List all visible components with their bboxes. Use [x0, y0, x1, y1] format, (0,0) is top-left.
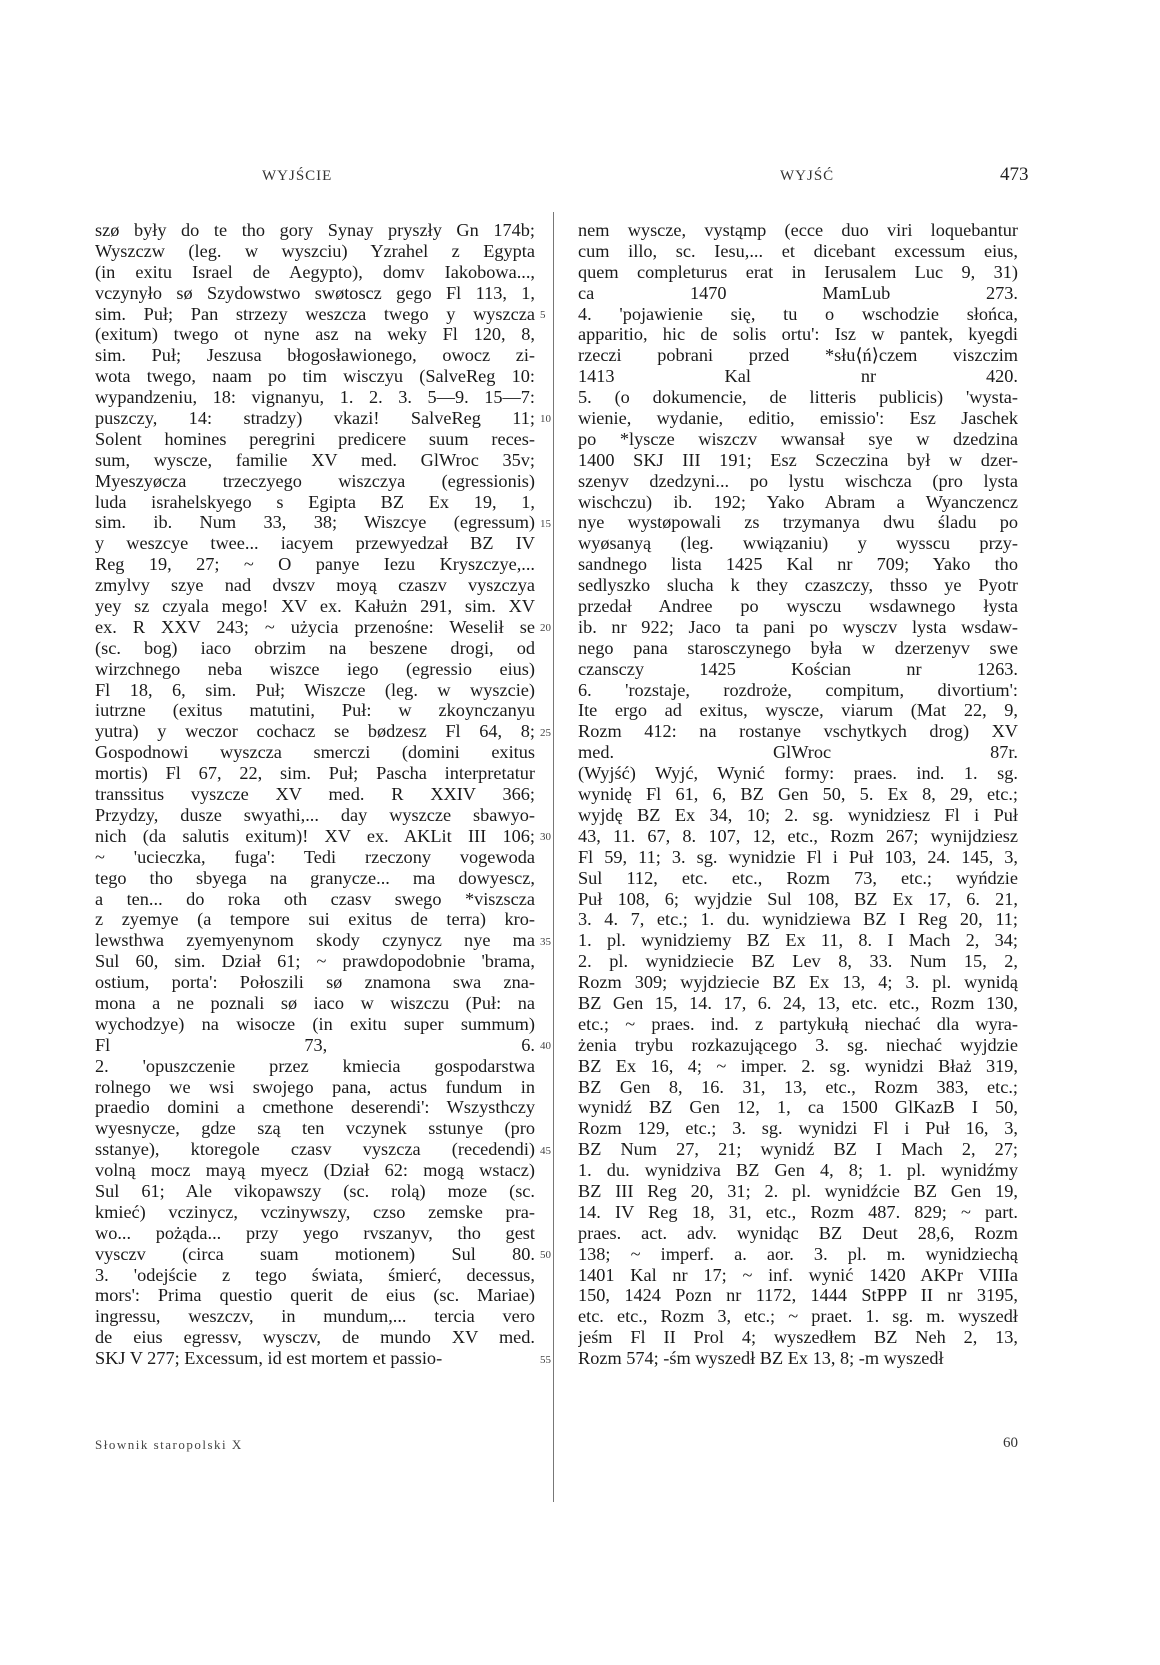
- text-line: volną mocz mayą myecz (Dział 62: mogą wstacz): [95, 1160, 535, 1181]
- text-line: tego tho sbyega na granycze... ma dowyescz,: [95, 867, 535, 888]
- text-line: quem completurus erat in Ierusalem Luc 9, 31): [578, 261, 1018, 282]
- footer-signature: 60: [1003, 1435, 1018, 1451]
- text-line: wynidź BZ Gen 12, 1, ca 1500 GlKazB I 50,: [578, 1097, 1018, 1118]
- text-line: Rozm 574; -śm wyszedł BZ Ex 13, 8; -m wyszedł: [578, 1348, 944, 1369]
- text-line: Fl 59, 11; 3. sg. wynidzie Fl i Puł 103, 24. 145, 3,: [578, 846, 1018, 867]
- text-line: ex. R XXV 243; ~ użycia przenośne: Weselił se: [95, 616, 535, 637]
- header-right-word: WYJŚĆ: [780, 168, 835, 184]
- text-line: nego pana starosczynego była w dzerzenyv swe: [578, 637, 1018, 658]
- left-text-column: [95, 220, 535, 1369]
- line-number: 15: [540, 517, 551, 530]
- text-line: Gospodnowi wyszcza smerczi (domini exitus: [95, 742, 535, 763]
- text-line: Rozm 129, etc.; 3. sg. wynidzi Fl i Puł 16, 3,: [578, 1118, 1018, 1139]
- line-number: 45: [540, 1144, 551, 1157]
- text-line: y weszcye twee... iacyem przewyedzał BZ IV: [95, 533, 535, 554]
- text-line: mona a ne poznali sø iaco w wiszczu (Puł: na: [95, 992, 535, 1013]
- text-line: nich (da salutis exitum)! XV ex. AKLit III 106;: [95, 825, 535, 846]
- text-line: Reg 19, 27; ~ O panye Iezu Kryszczye,...: [95, 554, 535, 575]
- text-line: Przydzy, dusze swyathi,... day wyszcze sbawyo-: [95, 804, 535, 825]
- text-line: sim. Puł; Pan strzezy weszcza twego y wyszcza: [95, 303, 535, 324]
- text-line: Rozm 309; wyjdziecie BZ Ex 13, 4; 3. pl. wynidą: [578, 972, 1018, 993]
- text-line: Sul 112, etc. etc., Rozm 73, etc.; wyńdzie: [578, 867, 1018, 888]
- text-line: (in exitu Israel de Aegypto), domv Iakobowa...,: [95, 261, 535, 282]
- text-line: wota twego, naam po tim wisczyu (SalveReg 10:: [95, 366, 535, 387]
- text-line: Fl 73, 6.: [95, 1034, 535, 1055]
- text-line: 138; ~ imperf. a. aor. 3. pl. m. wynidziechą: [578, 1243, 1018, 1264]
- line-number: 5: [540, 308, 546, 321]
- text-line: sedlyszko slucha k they czaszczy, thsso ye Pyotr: [578, 575, 1018, 596]
- page-number: 473: [1000, 164, 1029, 185]
- text-line: Myeszyøcza trzeczyego wiszczya (egressionis): [95, 470, 535, 491]
- text-line: (Wyjść) Wyjć, Wynić formy: praes. ind. 1. sg.: [578, 763, 1018, 784]
- text-line: ostium, porta': Połoszili sø znamona swa zna-: [95, 972, 535, 993]
- text-line: rzeczi pobrani przed *słu⟨ń⟩czem viszczim: [578, 345, 1018, 366]
- line-number: 55: [540, 1353, 551, 1366]
- text-line: 1400 SKJ III 191; Esz Sczeczina był w dzer-: [578, 449, 1018, 470]
- text-line: BZ Gen 15, 14. 17, 6. 24, 13, etc. etc., Rozm 130,: [578, 992, 1018, 1013]
- text-line: z zyemye (a tempore sui exitus de terra) kro-: [95, 909, 535, 930]
- text-line: Sul 61; Ale vikopawszy (sc. rolą) moze (sc.: [95, 1180, 535, 1201]
- text-line: sandnego lista 1425 Kal nr 709; Yako tho: [578, 554, 1018, 575]
- text-line: SKJ V 277; Excessum, id est mortem et passio-: [95, 1348, 443, 1369]
- text-line: sstanye), ktoregole czasv vyszcza (recedendi): [95, 1139, 535, 1160]
- text-line: wynidę Fl 61, 6, BZ Gen 50, 5. Ex 8, 29, etc.;: [578, 784, 1018, 805]
- text-line: po *lyscze wiszczv wwansał sye w dzedzina: [578, 428, 1018, 449]
- footer-publication: Słownik staropolski X: [95, 1437, 243, 1452]
- text-line: przedał Andree po wysczu wsdawnego łysta: [578, 596, 1018, 617]
- text-line: puszczy, 14: stradzy) vkazi! SalveReg 11;: [95, 408, 535, 429]
- text-line: żenia trybu rozkazującego 3. sg. niechać wyjdzie: [578, 1034, 1018, 1055]
- line-number: 50: [540, 1249, 551, 1262]
- text-line: 6. 'rozstaje, rozdroże, compitum, divortium':: [578, 679, 1018, 700]
- page-footer: [0, 1437, 1160, 1461]
- text-line: etc.; ~ praes. ind. z partykułą niechać dla wyra-: [578, 1013, 1018, 1034]
- text-line: czansczy 1425 Kościan nr 1263.: [578, 658, 1018, 679]
- column-divider: [553, 212, 554, 1502]
- text-line: szø były do te tho gory Synay pryszły Gn 174b;: [95, 220, 535, 240]
- text-line: 150, 1424 Pozn nr 1172, 1444 StPPP II nr 3195,: [578, 1285, 1018, 1306]
- line-number: 40: [540, 1040, 551, 1053]
- line-number: 30: [540, 831, 551, 844]
- text-line: Wyszczw (leg. w wyszciu) Yzrahel z Egypta: [95, 240, 535, 261]
- text-line: (sc. bog) iaco obrzim na beszene drogi, od: [95, 637, 535, 658]
- text-line: transsitus vyszcze XV med. R XXIV 366;: [95, 784, 535, 805]
- line-number: 10: [540, 413, 551, 426]
- text-line: Ite ergo ad exitus, wyscze, viarum (Mat 22, 9,: [578, 700, 1018, 721]
- text-line: Solent homines peregrini predicere suum reces-: [95, 428, 535, 449]
- text-line: mortis) Fl 67, 22, sim. Puł; Pascha interpretatur: [95, 763, 535, 784]
- text-line: 1401 Kal nr 17; ~ inf. wynić 1420 AKPr VIIIa: [578, 1264, 1018, 1285]
- text-line: Sul 60, sim. Dział 61; ~ prawdopodobnie 'brama,: [95, 951, 535, 972]
- text-line: ~ 'ucieczka, fuga': Tedi rzeczony vogewoda: [95, 846, 535, 867]
- text-line: sim. Puł; Jeszusa błogosławionego, owocz zi-: [95, 345, 535, 366]
- text-line: Fl 18, 6, sim. Puł; Wiszcze (leg. w wyszcie): [95, 679, 535, 700]
- text-line: nem wyscze, vystąmp (ecce duo viri loquebantur: [578, 220, 1018, 240]
- text-line: sim. ib. Num 33, 38; Wiszcye (egressum): [95, 512, 535, 533]
- text-line: 5. (o dokumencie, de litteris publicis) 'wysta-: [578, 387, 1018, 408]
- text-line: med. GlWroc 87r.: [578, 742, 1018, 763]
- text-line: wyøsanyą (leg. wwiązaniu) y wysscu przy-: [578, 533, 1018, 554]
- text-line: 2. 'opuszczenie przez kmiecia gospodarstwa: [95, 1055, 535, 1076]
- text-line: lewsthwa zyemyenynom skody czynycz nye ma: [95, 930, 535, 951]
- text-line: BZ Num 27, 21; wynidź BZ I Mach 2, 27;: [578, 1139, 1018, 1160]
- text-line: yey sz czyala mego! XV ex. Kałużn 291, sim. XV: [95, 596, 535, 617]
- text-line: sum, wyscze, familie XV med. GlWroc 35v;: [95, 449, 535, 470]
- text-line: wo... pożąda... przy yego rvszanyv, tho gest: [95, 1222, 535, 1243]
- text-line: vczynyło sø Szydowstwo swøtoscz gego Fl 113, 1,: [95, 282, 535, 303]
- text-line: wienie, wydanie, editio, emissio': Esz Jaschek: [578, 408, 1018, 429]
- text-line: jeśm Fl II Prol 4; wyszedłem BZ Neh 2, 13,: [578, 1327, 1018, 1348]
- text-line: mors': Prima questio querit de eius (sc. Mariae): [95, 1285, 535, 1306]
- text-line: apparitio, hic de solis ortu': Isz w pantek, kyegdi: [578, 324, 1018, 345]
- text-line: Puł 108, 6; wyjdzie Sul 108, BZ Ex 17, 6. 21,: [578, 888, 1018, 909]
- right-text-column: [578, 220, 1018, 1369]
- text-line: wychodzye) na wisocze (in exitu super summum): [95, 1013, 535, 1034]
- text-line: 1. du. wynidziva BZ Gen 4, 8; 1. pl. wynidźmy: [578, 1160, 1018, 1181]
- text-line: nye wystøpowali zs trzymanya dwu śladu po: [578, 512, 1018, 533]
- text-line: Rozm 412: na rostanye vschytkych drog) XV: [578, 721, 1018, 742]
- text-line: 1413 Kal nr 420.: [578, 366, 1018, 387]
- text-line: wyjdę BZ Ex 34, 10; 2. sg. wynidziesz Fl i Puł: [578, 804, 1018, 825]
- running-header: [0, 164, 1160, 198]
- text-line: 14. IV Reg 18, 31, etc., Rozm 487. 829; ~ part.: [578, 1201, 1018, 1222]
- text-line: ingressu, weszczv, in mundum,... tercia vero: [95, 1306, 535, 1327]
- text-line: ib. nr 922; Jaco ta pani po wysczv lysta wsdaw-: [578, 616, 1018, 637]
- text-line: vysczv (circa suam motionem) Sul 80.: [95, 1243, 535, 1264]
- text-line: yutra) y weczor cochacz se bødzesz Fl 64, 8;: [95, 721, 535, 742]
- text-line: praes. act. adv. wynidąc BZ Deut 28,6, Rozm: [578, 1222, 1018, 1243]
- text-line: 1. pl. wynidziemy BZ Ex 11, 8. I Mach 2, 34;: [578, 930, 1018, 951]
- text-line: wischczu) ib. 192; Yako Abram a Wyanczencz: [578, 491, 1018, 512]
- header-left-word: WYJŚCIE: [262, 168, 333, 184]
- text-line: iutrzne (exitus matutini, Puł: w zkoynczanyu: [95, 700, 535, 721]
- text-line: 43, 11. 67, 8. 107, 12, etc., Rozm 267; wynijdziesz: [578, 825, 1018, 846]
- line-number: 25: [540, 726, 551, 739]
- text-line: wirzchnego neba wiszce iego (egressio eius): [95, 658, 535, 679]
- text-line: 2. pl. wynidziecie BZ Lev 8, 33. Num 15, 2,: [578, 951, 1018, 972]
- text-line: wypandzeniu, 18: vignanyu, 1. 2. 3. 5—9. 15—7:: [95, 387, 535, 408]
- line-number: 35: [540, 935, 551, 948]
- text-line: BZ Gen 8, 16. 31, 13, etc., Rozm 383, etc.;: [578, 1076, 1018, 1097]
- text-line: BZ III Reg 20, 31; 2. pl. wynidźcie BZ Gen 19,: [578, 1180, 1018, 1201]
- text-line: zmylvy szye nad dvszv moyą czaszv vyszczya: [95, 575, 535, 596]
- text-line: szenyv dzedzyni... po lystu wischcza (pro lysta: [578, 470, 1018, 491]
- text-line: a ten... do roka oth czasv swego *viszscza: [95, 888, 535, 909]
- text-line: BZ Ex 16, 4; ~ imper. 2. sg. wynidzi Błaż 319,: [578, 1055, 1018, 1076]
- text-line: (exitum) twego ot nyne asz na weky Fl 120, 8,: [95, 324, 535, 345]
- text-line: 3. 4. 7, etc.; 1. du. wynidziewa BZ I Reg 20, 11;: [578, 909, 1018, 930]
- text-line: kmieć) vczinycz, vczinywszy, czso zemske pra-: [95, 1201, 535, 1222]
- text-line: etc. etc., Rozm 3, etc.; ~ praet. 1. sg. m. wyszedł: [578, 1306, 1018, 1327]
- text-line: cum illo, sc. Iesu,... et dicebant excessum eius,: [578, 240, 1018, 261]
- text-line: ca 1470 MamLub 273.: [578, 282, 1018, 303]
- text-line: luda israhelskyego s Egipta BZ Ex 19, 1,: [95, 491, 535, 512]
- text-line: wyesnyczе, gdze szą ten vczynek sstunye (pro: [95, 1118, 535, 1139]
- line-number: 20: [540, 622, 551, 635]
- text-line: praedio domini a cmethone deserendi': Wszysthczy: [95, 1097, 535, 1118]
- text-line: rolnego we wsi swojego pana, actus fundum in: [95, 1076, 535, 1097]
- text-line: 4. 'pojawienie się, tu o wschodzie słońca,: [578, 303, 1018, 324]
- text-line: 3. 'odejście z tego świata, śmierć, decessus,: [95, 1264, 535, 1285]
- text-line: de eius egressv, wysczv, de mundo XV med.: [95, 1327, 535, 1348]
